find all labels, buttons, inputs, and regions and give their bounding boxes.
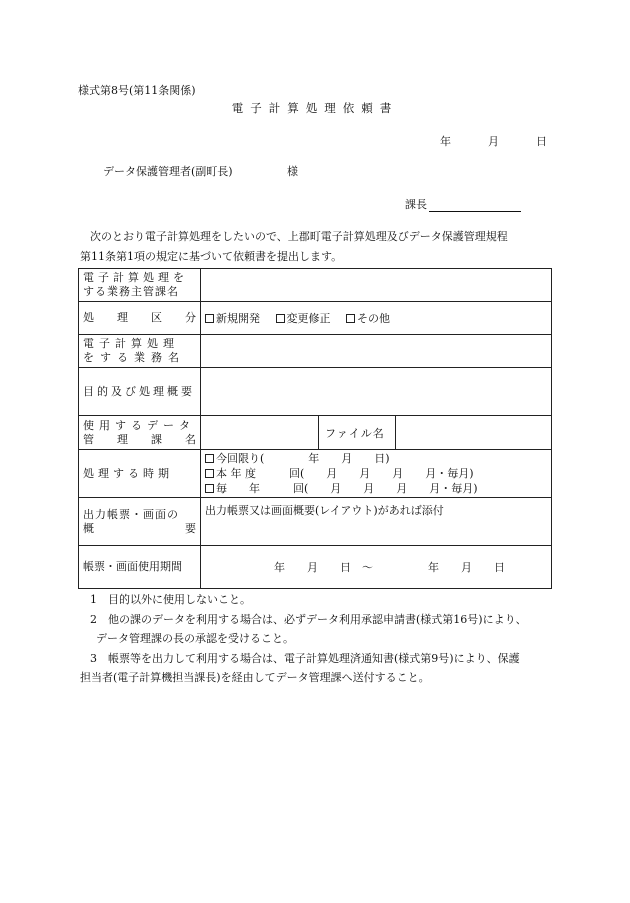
label-output: 出力帳票・画面の 概 要 xyxy=(79,498,201,546)
note-2: 2 他の課のデータを利用する場合は、必ずデータ利用承認申請書(様式第16号)により、 xyxy=(90,612,527,626)
field-category xyxy=(201,302,552,335)
note-3-continued: 担当者(電子計算機担当課長)を経由してデータ管理課へ送付すること。 xyxy=(80,671,430,684)
checkbox-icon[interactable] xyxy=(205,469,214,478)
field-file-name[interactable] xyxy=(396,416,552,449)
field-output[interactable] xyxy=(201,498,552,546)
chief-label: 課長 xyxy=(405,198,427,211)
checkbox-icon[interactable] xyxy=(205,314,214,323)
chief-signature-line[interactable] xyxy=(429,200,521,212)
date-fields xyxy=(440,133,547,149)
field-task-name[interactable] xyxy=(201,335,552,368)
note-2-continued: データ管理課の長の承認を受けること。 xyxy=(96,632,294,645)
label-purpose: 目的及び処理概要 xyxy=(79,368,201,416)
row-purpose xyxy=(79,368,552,416)
document-title: 電子計算処理依頼書 xyxy=(231,101,399,115)
checkbox-other[interactable]: その他 xyxy=(346,312,390,325)
row-period xyxy=(79,546,552,589)
field-purpose[interactable] xyxy=(201,368,552,416)
label-data-department: 使用するデータ 管 理 課 名 xyxy=(79,416,201,450)
request-form-table xyxy=(78,268,552,589)
row-data-department xyxy=(79,416,552,450)
notes xyxy=(80,590,560,688)
field-data-department[interactable] xyxy=(201,416,319,449)
label-category: 処 理 区 分 xyxy=(79,302,201,335)
row-task-name xyxy=(79,335,552,368)
intro-line-1: 次のとおり電子計算処理をしたいので、上郡町電子計算処理及びデータ保護管理規程 xyxy=(90,230,508,243)
honorific: 様 xyxy=(287,165,298,178)
field-timing xyxy=(201,450,552,498)
note-3: 3 帳票等を出力して利用する場合は、電子計算処理済通知書(様式第9号)により、保護 xyxy=(90,651,520,665)
form-number: 様式第8号(第11条関係) xyxy=(78,84,196,97)
row-category xyxy=(79,302,552,335)
date-month: 月 xyxy=(488,135,499,148)
checkbox-icon[interactable] xyxy=(205,484,214,493)
timing-every-year[interactable]: 毎 年 回( 月 月 月 月・毎月) xyxy=(205,481,547,496)
timing-once[interactable]: 今回限り( 年 月 日) xyxy=(205,451,547,466)
label-task-name: 電子計算処理 をする業務名 xyxy=(79,335,201,368)
note-1: 1 目的以外に使用しないこと。 xyxy=(90,593,251,606)
field-department[interactable] xyxy=(201,269,552,302)
row-output xyxy=(79,498,552,546)
checkbox-icon[interactable] xyxy=(346,314,355,323)
checkbox-icon[interactable] xyxy=(276,314,285,323)
intro-paragraph xyxy=(80,227,560,267)
date-year: 年 xyxy=(440,135,451,148)
data-department-subtable xyxy=(201,416,551,449)
date-day: 日 xyxy=(536,135,547,148)
intro-line-2: 第11条第1項の規定に基づいて依頼書を提出します。 xyxy=(80,250,343,263)
checkbox-new-development[interactable]: 新規開発 xyxy=(205,312,260,325)
label-period: 帳票・画面使用期間 xyxy=(79,546,201,589)
checkbox-modification[interactable]: 変更修正 xyxy=(276,312,331,325)
addressee: データ保護管理者(副町長) xyxy=(103,165,233,178)
field-period[interactable] xyxy=(201,546,552,589)
checkbox-icon[interactable] xyxy=(205,454,214,463)
output-note: 出力帳票又は画面概要(レイアウト)があれば添付 xyxy=(205,504,444,517)
row-department xyxy=(79,269,552,302)
field-data-department-group xyxy=(201,416,552,450)
row-timing xyxy=(79,450,552,498)
label-file-name: ファイル名 xyxy=(319,416,396,449)
timing-this-year[interactable]: 本 年 度 回( 月 月 月 月・毎月) xyxy=(205,466,547,481)
chief-signature xyxy=(405,196,521,212)
period-range: 年 月 日 〜 年 月 日 xyxy=(273,561,505,574)
label-timing: 処理する時期 xyxy=(79,450,201,498)
label-department: 電子計算処理を する業務主管課名 xyxy=(79,269,201,302)
